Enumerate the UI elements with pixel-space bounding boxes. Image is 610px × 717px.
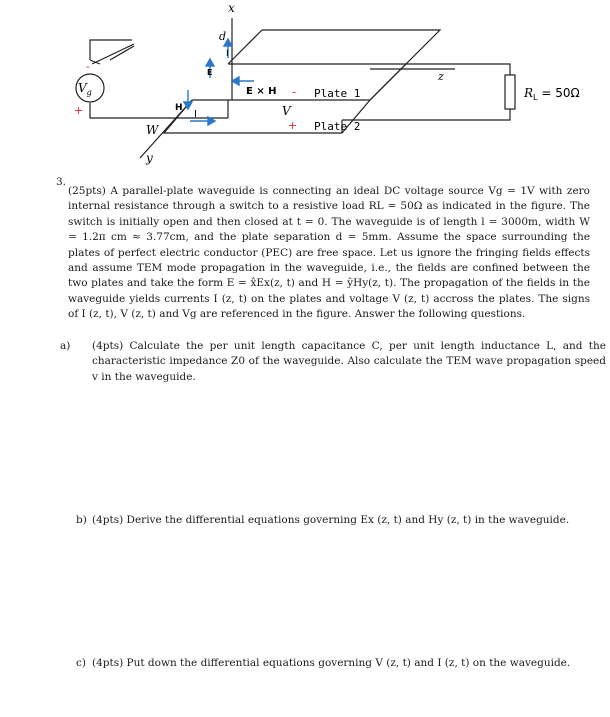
y-axis-label: y [146,151,153,165]
problem-number: 3. [56,176,67,188]
z-axis-label: z [438,70,444,83]
voltage-plus-sign: + [288,119,298,132]
i-bottom-label: I [194,109,197,120]
source-minus-sign: - [86,60,90,73]
d-label: d [219,30,227,43]
load-wire [342,64,510,133]
plate-edge [228,30,262,64]
source-label: $V_g$ [78,81,92,97]
question-b-label: b) [76,514,87,526]
question-a [60,339,606,385]
i-top-label: I [226,49,229,59]
plate-1-label: Plate 1 [314,87,361,100]
load-label: $R_L = 50\Omega$ [524,86,580,102]
waveguide-figure [0,0,610,175]
w-label: W [146,123,159,137]
question-a-label: a) [60,340,71,352]
question-c-label: c) [76,657,86,669]
e-arrowhead [206,59,214,66]
exh-arrowhead [232,77,239,85]
plate-2-outline [164,64,406,133]
question-b [76,513,590,528]
switch-blade [92,44,134,64]
x-axis-label: x [228,1,235,15]
voltage-minus-sign: - [292,85,297,99]
question-a-text: (4pts) Calculate the per unit length capacitance C, per unit length inductance L, and the characteristic impedance Z0 of the waveguide. Also calculate the TEM wave propagation speed v in the waveguide. [92,340,606,383]
question-b-text: (4pts) Derive the differential equations governing Ex (z, t) and Hy (z, t) in the waveguide. [92,514,570,526]
load-resistor [505,75,515,109]
question-c-text: (4pts) Put down the differential equations governing V (z, t) and I (z, t) on the waveguide. [92,657,571,669]
source-wire [90,40,228,118]
e-label: E [207,68,213,77]
source-plus-sign: + [74,104,84,117]
problem-statement: (25pts) A parallel-plate waveguide is connecting an ideal DC voltage source Vg = 1V with zero internal resistance through a switch to a resistive load RL = 50Ω as indicated in the figure. The switch is initially open and then closed at t = 0. The waveguide is of length l = 3000m, width W = 1.2π cm ≈ 3.77cm, and the plate separation d = 5mm. Assume the space surrounding the plates of perfect electric conductor (PEC) are free space. Let us ignore the fringing fields effects and assume TEM mode propagation in the waveguide, i.e., the fields are confined between the two plates and take the form E = x̂Ex(z, t) and H = ŷHy(z, t). The propagation of the fields in the waveguide yields currents I (z, t) on the plates and voltage V (z, t) accross the plates. The signs of I (z, t), V (z, t) and Vg are referenced in the figure. Answer the following questions. [68,185,590,321]
voltage-label: V [282,104,291,118]
plate-2-label: Plate 2 [314,120,361,133]
exh-label: E × H [246,86,277,97]
question-c [76,656,590,671]
h-label: H [175,103,183,113]
